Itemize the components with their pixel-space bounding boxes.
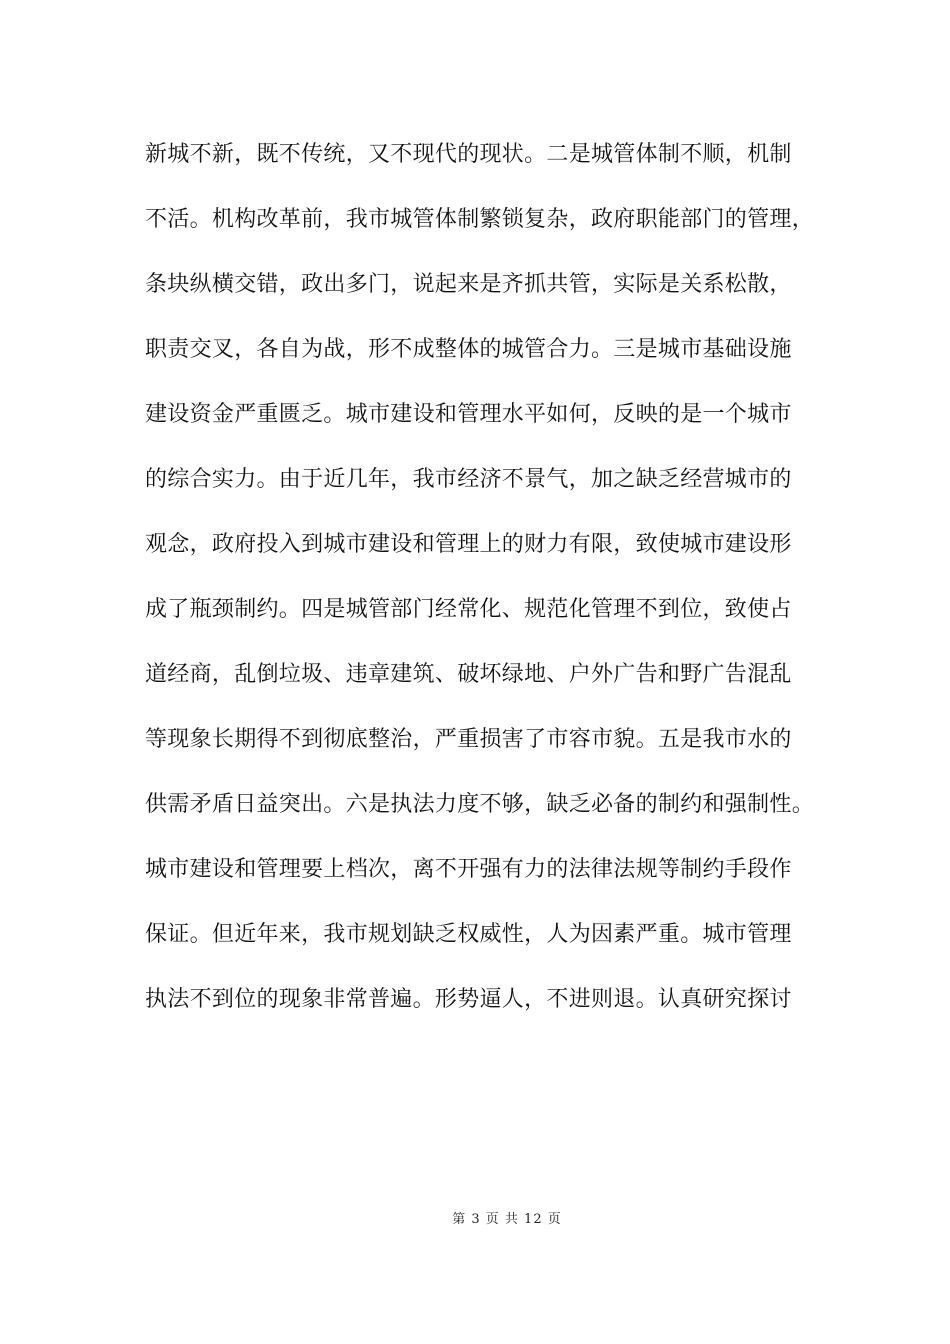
text-line: 观念，政府投入到城市建设和管理上的财力有限，致使城市建设形 [145,532,792,557]
text-line: 不活。机构改革前，我市城管体制繁锁复杂，政府职能部门的管理， [145,207,815,232]
body-text [145,132,825,1042]
text-line: 成了瓶颈制约。四是城管部门经常化、规范化管理不到位，致使占 [145,597,792,622]
page-number: 第 3 页 共 12 页 [452,1212,562,1227]
text-line: 新城不新，既不传统，又不现代的现状。二是城管体制不顺，机制 [145,142,792,167]
text-line: 建设资金严重匮乏。城市建设和管理水平如何，反映的是一个城市 [145,402,792,427]
text-line: 等现象长期得不到彻底整治，严重损害了市容市貌。五是我市水的 [145,727,792,752]
page-footer [0,1208,950,1227]
text-line: 供需矛盾日益突出。六是执法力度不够，缺乏必备的制约和强制性。 [145,792,815,817]
text-line: 道经商，乱倒垃圾、违章建筑、破坏绿地、户外广告和野广告混乱 [145,662,792,687]
text-line: 职责交叉，各自为战，形不成整体的城管合力。三是城市基础设施 [145,337,792,362]
text-line: 执法不到位的现象非常普遍。形势逼人，不进则退。认真研究探讨 [145,987,792,1012]
text-line: 条块纵横交错，政出多门，说起来是齐抓共管，实际是关系松散， [145,272,792,297]
text-line: 城市建设和管理要上档次，离不开强有力的法律法规等制约手段作 [145,857,792,882]
text-line: 的综合实力。由于近几年，我市经济不景气，加之缺乏经营城市的 [145,467,792,492]
text-line: 保证。但近年来，我市规划缺乏权威性，人为因素严重。城市管理 [145,922,792,947]
